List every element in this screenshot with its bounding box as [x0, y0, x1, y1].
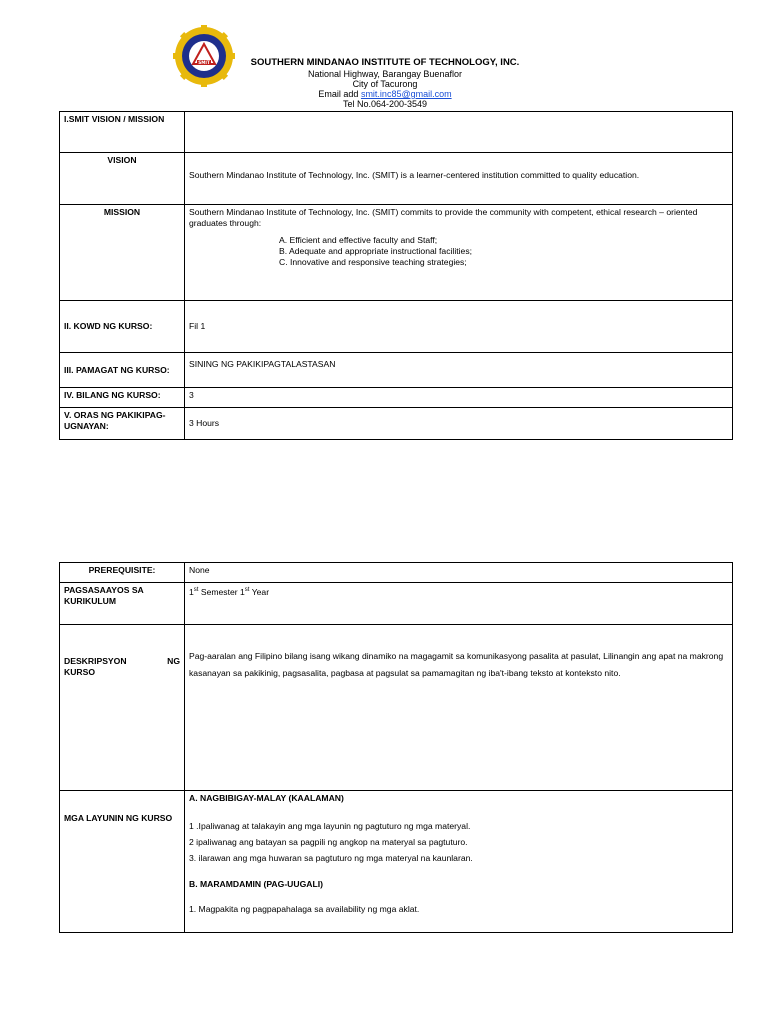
vision-label: VISION: [60, 153, 185, 205]
list-item: B. Adequate and appropriate instructional facilities;: [279, 246, 473, 256]
vision-cell: [185, 153, 733, 205]
semester-suffix: st: [193, 587, 199, 593]
semester-number: 1: [189, 586, 194, 597]
hours-label: V. ORAS NG PAKIKIPAG-UGNAYAN:: [60, 408, 185, 440]
smit-logo: [173, 25, 235, 87]
mission-list: [189, 235, 728, 268]
list-item: 1. Magpakita ng pagpapahalaga sa availability ng mga aklat.: [189, 904, 420, 914]
hours-value: 3 Hours: [185, 408, 733, 440]
institution-address: National Highway, Barangay Buenaflor: [308, 69, 462, 79]
objectives-b-list: [189, 904, 728, 915]
vision-mission-cell: [185, 112, 733, 153]
year-word: Year: [249, 586, 270, 597]
objectives-a-title: A. NAGBIBIGAY-MALAY (KAALAMAN): [189, 793, 344, 803]
svg-text:SMIT: SMIT: [198, 60, 210, 65]
mission-label: MISSION: [60, 205, 185, 301]
year-number: 1: [240, 586, 245, 597]
course-code-value: Fil 1: [185, 301, 733, 353]
email-label: Email add: [318, 89, 359, 99]
description-text: Pag-aaralan ang Filipino bilang isang wikang dinamiko na magagamit sa komunikasyong pasalita at pasulat, Lilinangin ang apat na makrong kasanayan sa pakikinig, pagsasalita, pagbasa at pagsulat sa pamamagitan ng iba't-ibang teksto at konteksto nito.: [189, 651, 724, 678]
vision-mission-label: I.SMIT VISION / MISSION: [60, 112, 185, 153]
list-item: A. Efficient and effective faculty and Staff;: [279, 235, 438, 245]
placement-label: PAGSASAAYOS SA KURIKULUM: [60, 583, 185, 625]
units-value: 3: [185, 388, 733, 408]
course-code-label: II. KOWD NG KURSO:: [60, 301, 185, 353]
list-item: C. Innovative and responsive teaching strategies;: [279, 257, 467, 267]
objectives-cell: [185, 791, 733, 933]
prereq-value: None: [185, 563, 733, 583]
list-item: 3. ilarawan ang mga huwaran sa pagtuturo ng mga materyal na kaunlaran.: [189, 853, 473, 863]
placement-value: [185, 583, 733, 625]
vision-text: Southern Mindanao Institute of Technology, Inc. (SMIT) is a learner-centered institution committed to quality education.: [189, 170, 640, 180]
table-row: [60, 388, 733, 408]
description-label-line1: [64, 656, 180, 667]
table-row: [60, 153, 733, 205]
institution-name: SOUTHERN MINDANAO INSTITUTE OF TECHNOLOGY, INC.: [250, 57, 520, 68]
course-title-text: SINING NG PAKIKIPAGTALASTASAN: [189, 359, 336, 369]
list-item: 1 .Ipaliwanag at talakayin ang mga layunin ng pagtuturo ng mga materyal.: [189, 821, 471, 831]
email-link[interactable]: smit.inc85@gmail.com: [360, 89, 452, 99]
year-suffix: st: [244, 587, 250, 593]
objectives-a-list: [189, 818, 728, 866]
list-item: 2 ipaliwanag ang batayan sa pagpili ng angkop na materyal sa pagtuturo.: [189, 837, 468, 847]
table-row: [60, 112, 733, 153]
objectives-label: [60, 791, 185, 933]
syllabus-info-table: [59, 111, 733, 440]
description-cell: [185, 625, 733, 791]
course-details-table: [59, 562, 733, 933]
units-label: IV. BILANG NG KURSO:: [60, 388, 185, 408]
description-label-line2: KURSO: [64, 667, 96, 677]
description-label-left: DESKRIPSYON: [64, 656, 127, 666]
mission-cell: [185, 205, 733, 301]
course-title-value: [185, 353, 733, 388]
table-row: [60, 625, 733, 791]
document-header: [240, 58, 530, 109]
institution-email-line: [240, 89, 530, 99]
table-row: [60, 408, 733, 440]
description-label: [60, 625, 185, 791]
objectives-b-title: B. MARAMDAMIN (PAG-UUGALI): [189, 879, 323, 889]
mission-text: Southern Mindanao Institute of Technology, Inc. (SMIT) commits to provide the community with competent, ethical research – oriented graduates through:: [189, 207, 698, 228]
semester-word: Semester: [198, 586, 241, 597]
institution-tel: Tel No.064-200-3549: [342, 99, 428, 109]
course-title-label: III. PAMAGAT NG KURSO:: [60, 353, 185, 388]
description-label-right: NG: [167, 656, 180, 666]
objectives-label-text: MGA LAYUNIN NG KURSO: [64, 813, 173, 823]
table-row: [60, 301, 733, 353]
table-row: [60, 563, 733, 583]
table-row: [60, 353, 733, 388]
table-row: [60, 583, 733, 625]
table-row: [60, 791, 733, 933]
table-row: [60, 205, 733, 301]
prereq-label: PREREQUISITE:: [60, 563, 185, 583]
institution-city: City of Tacurong: [352, 79, 418, 89]
